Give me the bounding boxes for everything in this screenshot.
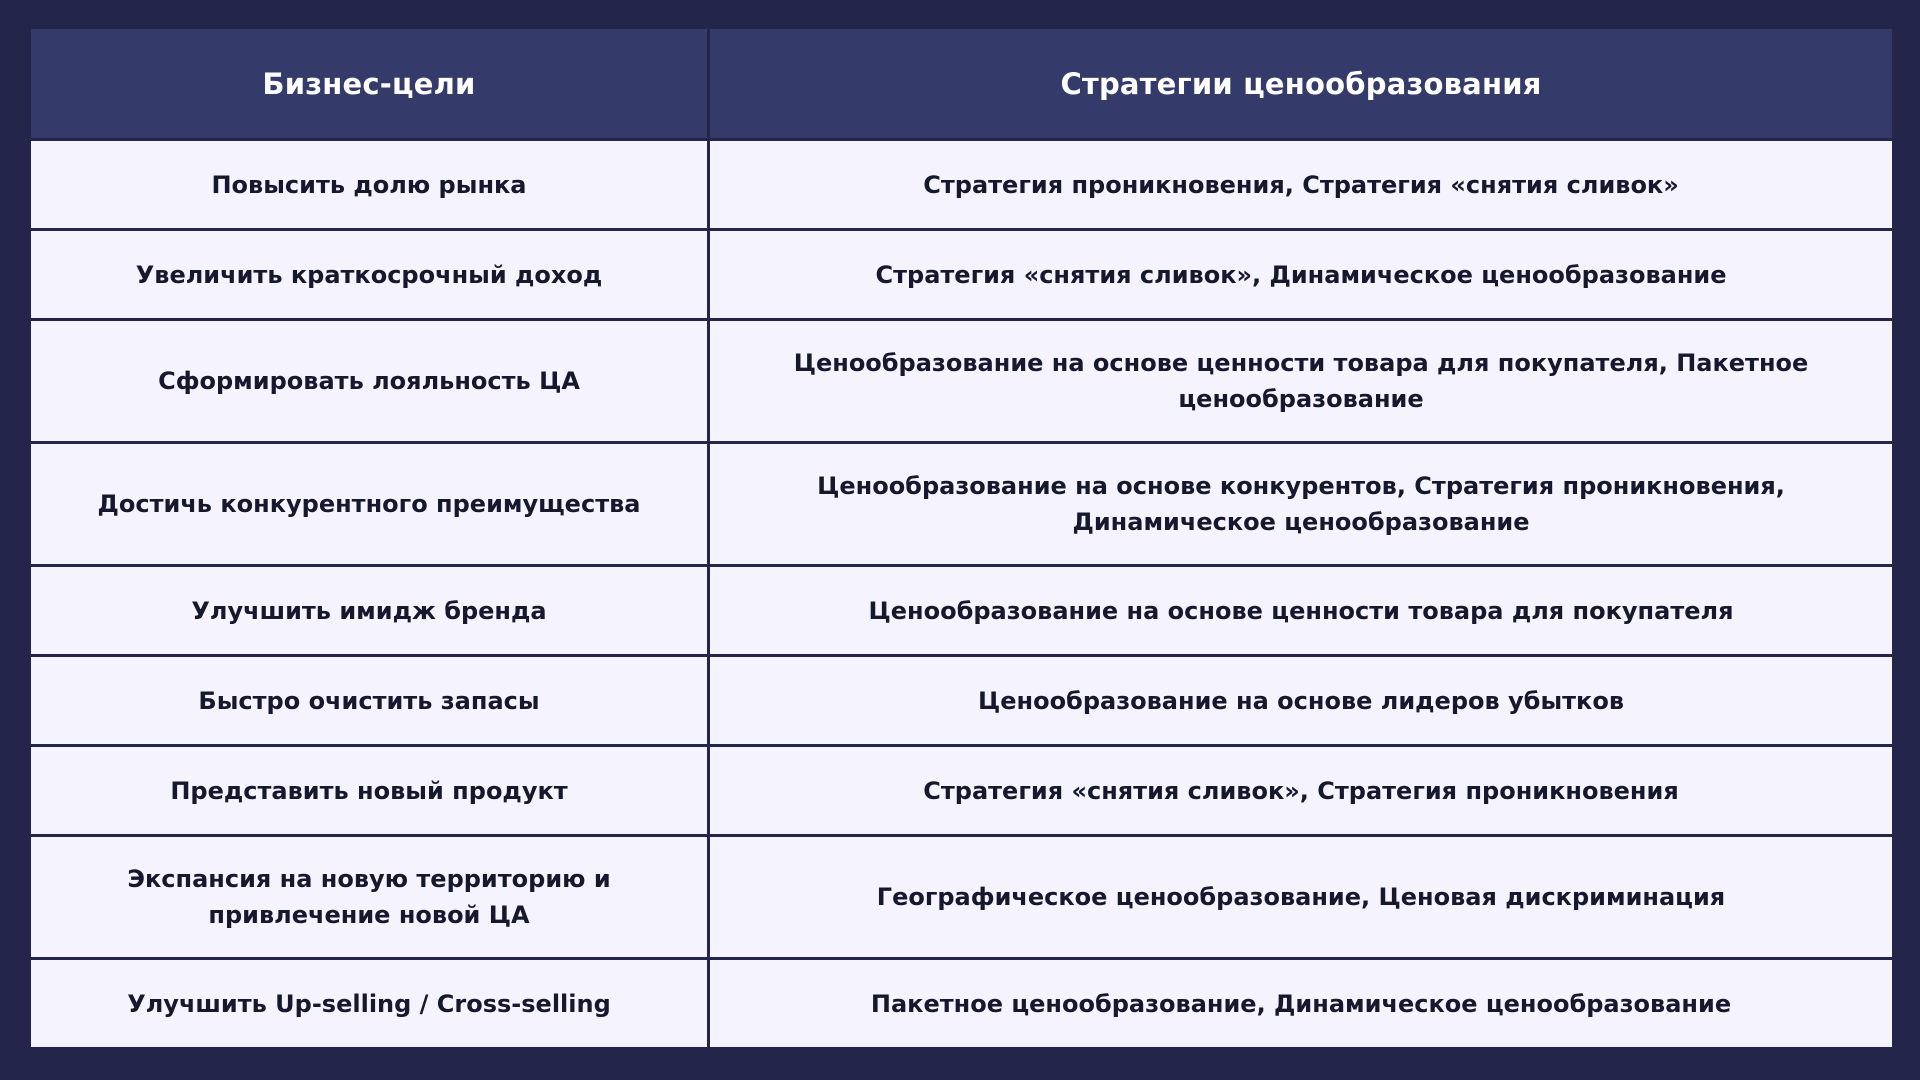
goal-cell: Достичь конкурентного преимущества [30,443,709,566]
goal-cell: Представить новый продукт [30,746,709,836]
table-body [30,140,1894,1049]
goal-cell: Улучшить имидж бренда [30,566,709,656]
table-row [30,959,1894,1049]
table-row [30,320,1894,443]
goal-cell: Улучшить Up-selling / Cross-selling [30,959,709,1049]
strategy-cell: Ценообразование на основе конкурентов, Стратегия проникновения, Динамическое ценообразование [709,443,1894,566]
header-business-goals: Бизнес-цели [30,28,709,140]
table-row [30,443,1894,566]
goal-cell: Увеличить краткосрочный доход [30,230,709,320]
strategy-cell: Географическое ценообразование, Ценовая дискриминация [709,836,1894,959]
goal-cell: Сформировать лояльность ЦА [30,320,709,443]
table-header [30,28,1894,140]
strategy-cell: Стратегия «снятия сливок», Динамическое ценообразование [709,230,1894,320]
goal-cell: Повысить долю рынка [30,140,709,230]
table-row [30,746,1894,836]
strategy-cell: Стратегия проникновения, Стратегия «снятия сливок» [709,140,1894,230]
table-row [30,140,1894,230]
table-row [30,566,1894,656]
header-pricing-strategies: Стратегии ценообразования [709,28,1894,140]
pricing-strategies-table [28,26,1895,1050]
pricing-strategies-table-container [28,26,1892,1050]
table-row [30,230,1894,320]
goal-cell: Быстро очистить запасы [30,656,709,746]
table-row [30,656,1894,746]
strategy-cell: Ценообразование на основе лидеров убытков [709,656,1894,746]
strategy-cell: Ценообразование на основе ценности товара для покупателя [709,566,1894,656]
strategy-cell: Стратегия «снятия сливок», Стратегия проникновения [709,746,1894,836]
table-row [30,836,1894,959]
table-header-row [30,28,1894,140]
goal-cell: Экспансия на новую территорию и привлечение новой ЦА [30,836,709,959]
strategy-cell: Ценообразование на основе ценности товара для покупателя, Пакетное ценообразование [709,320,1894,443]
strategy-cell: Пакетное ценообразование, Динамическое ценообразование [709,959,1894,1049]
